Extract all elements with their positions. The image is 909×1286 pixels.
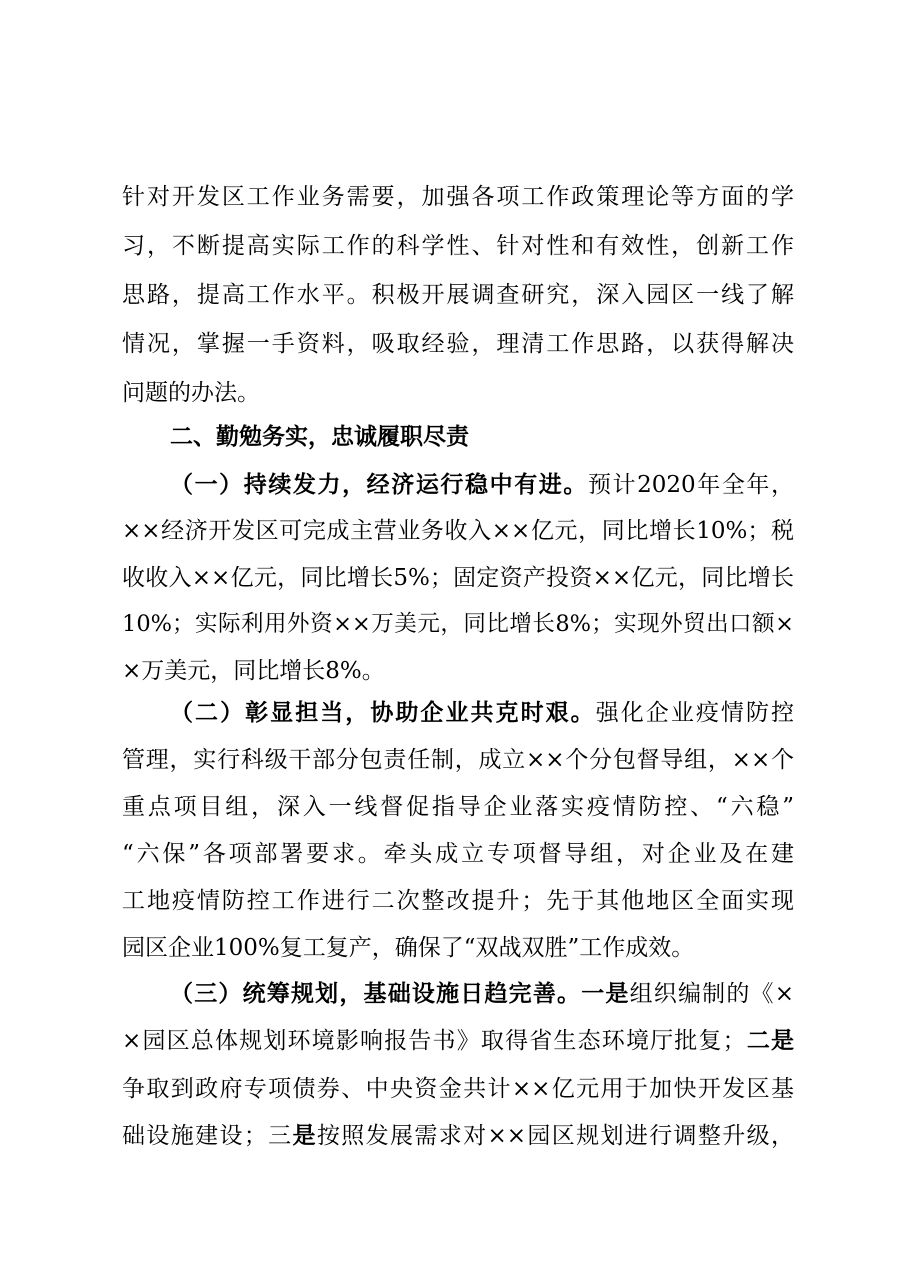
paragraph-line: ××经济开发区可完成主营业务收入××亿元，同比增长10%；税	[122, 518, 794, 544]
paragraph-line: 争取到政府专项债券、中央资金共计××亿元用于加快开发区基	[122, 1076, 794, 1102]
paragraph-line: 园区企业100%复工复产，确保了“双战双胜”工作成效。	[122, 935, 695, 961]
paragraph-line: 情况，掌握一手资料，吸取经验，理清工作思路，以获得解决	[122, 331, 794, 357]
item-text: ×园区总体规划环境影响报告书》取得省生态环境厅批复；	[122, 1028, 746, 1054]
item-heading: （三）统筹规划，基础设施日趋完善。	[170, 981, 582, 1007]
item-text: 强化企业疫情防控	[595, 700, 794, 726]
item-marker: 是	[292, 1123, 317, 1149]
section-heading: 二、勤勉务实，忠诚履职尽责	[170, 424, 469, 450]
paragraph-line: 管理，实行科级干部分包责任制，成立××个分包督导组，××个	[122, 747, 794, 773]
paragraph-line: 思路，提高工作水平。积极开展调查研究，深入园区一线了解	[122, 282, 794, 308]
item-text: 按照发展需求对××园区规划进行调整升级，	[316, 1123, 794, 1149]
item-3-second-line	[122, 1021, 794, 1061]
item-2-first-line	[170, 693, 794, 733]
paragraph-line: 收收入××亿元，同比增长5%；固定资产投资××亿元，同比增长	[122, 565, 794, 591]
item-3-fourth-line	[122, 1116, 794, 1156]
item-text: 础设施建设；三	[122, 1123, 293, 1149]
paragraph-line: ×万美元，同比增长8%。	[122, 658, 385, 684]
item-text: 组织编制的《×	[629, 981, 794, 1007]
paragraph-line: 习，不断提高实际工作的科学性、针对性和有效性，创新工作	[122, 233, 794, 259]
paragraph-line: 10%；实际利用外资××万美元，同比增长8%；实现外贸出口额×	[122, 611, 794, 637]
paragraph-line: 工地疫情防控工作进行二次整改提升；先于其他地区全面实现	[122, 888, 794, 914]
paragraph-line: 问题的办法。	[122, 380, 260, 406]
item-heading: （一）持续发力，经济运行稳中有进。	[170, 472, 588, 498]
paragraph-line: 重点项目组，深入一线督促指导企业落实疫情防控、“六稳”	[122, 794, 794, 820]
paragraph-line: “六保”各项部署要求。牵头成立专项督导组，对企业及在建	[122, 841, 794, 867]
item-3-first-line	[170, 974, 794, 1014]
item-marker: 二是	[745, 1028, 794, 1054]
item-1-first-line	[170, 465, 794, 505]
item-marker: 一是	[581, 981, 630, 1007]
paragraph-line: 针对开发区工作业务需要，加强各项工作政策理论等方面的学	[122, 184, 794, 210]
item-text: 预计2020年全年，	[587, 472, 794, 498]
item-heading: （二）彰显担当，协助企业共克时艰。	[170, 700, 596, 726]
